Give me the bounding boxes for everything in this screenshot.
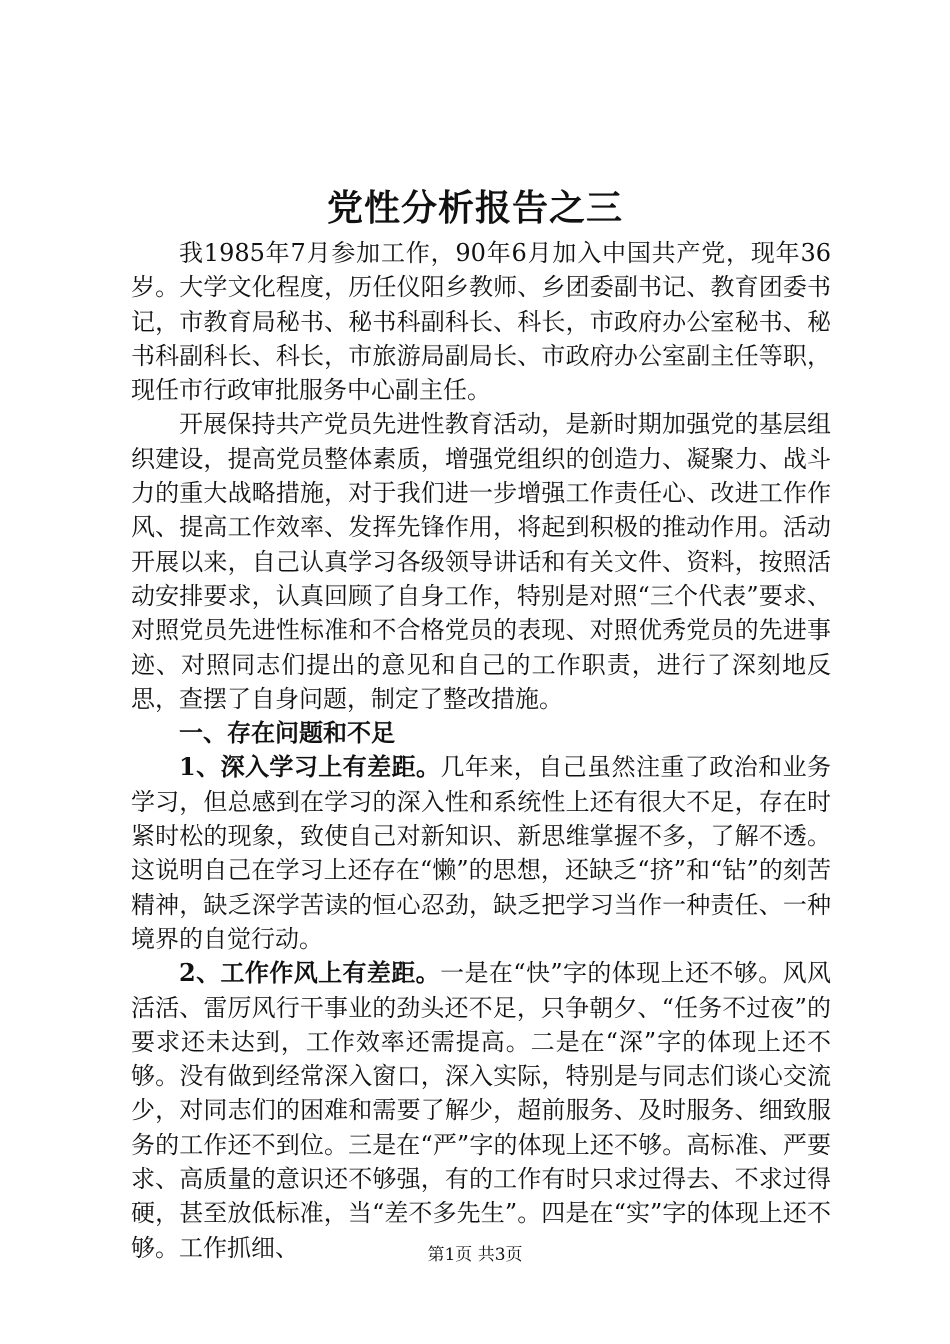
paragraph-study-lead: 1、深入学习上有差距。 xyxy=(179,752,441,782)
document-title: 党性分析报告之三 xyxy=(326,187,623,229)
paragraph-intro: 我1985年7月参加工作，90年6月加入中国共产党，现年36岁。大学文化程度，历任仪阳乡教师、乡团委副书记、教育团委书记，市教育局秘书、秘书科副科长、科长，市政府办公室秘书、秘书科副科长、科长，市旅游局副局长、市政府办公室副主任等职，现任市行政审批服务中心副主任。 xyxy=(131,239,831,405)
section-heading: 一、存在问题和不足 xyxy=(179,718,395,748)
paragraph-activity: 开展保持共产党员先进性教育活动，是新时期加强党的基层组织建设，提高党员整体素质，增强党组织的创造力、凝聚力、战斗力的重大战略措施，对于我们进一步增强工作责任心、改进工作作风、提高工作效率、发挥先锋作用，将起到积极的推动作用。活动开展以来，自己认真学习各级领导讲话和有关文件、资料，按照活动安排要求，认真回顾了自身工作，特别是对照“三个代表”要求、对照党员先进性标准和不合格党员的表现、对照优秀党员的先进事迹、对照同志们提出的意见和自己的工作职责，进行了深刻地反思，查摆了自身问题，制定了整改措施。 xyxy=(131,410,831,713)
document-body xyxy=(131,236,831,1265)
page-footer: 第1页 共3页 xyxy=(427,1245,523,1265)
paragraph-study xyxy=(131,750,831,956)
paragraph-workstyle-text: 一是在“快”字的体现上还不够。风风活活、雷厉风行干事业的劲头还不足，只争朝夕、“任务不过夜”的要求还未达到，工作效率还需提高。二是在“深”字的体现上还不够。没有做到经常深入窗口，深入实际，特别是与同志们谈心交流少，对同志们的困难和需要了解少，超前服务、及时服务、细致服务的工作还不到位。三是在“严”字的体现上还不够。高标准、严要求、高质量的意识还不够强，有的工作有时只求过得去、不求过得硬，甚至放低标准，当“差不多先生”。四是在“实”字的体现上还不够。工作抓细、 xyxy=(131,959,831,1262)
paragraph-workstyle xyxy=(131,956,831,1265)
paragraph-study-text: 几年来，自己虽然注重了政治和业务学习，但总感到在学习的深入性和系统性上还有很大不足，存在时紧时松的现象，致使自己对新知识、新思维掌握不多，了解不透。这说明自己在学习上还存在“懒”的思想，还缺乏“挤”和“钻”的刻苦精神，缺乏深学苦读的恒心忍劲，缺乏把学习当作一种责任、一种境界的自觉行动。 xyxy=(131,753,832,953)
paragraph-workstyle-lead: 2、工作作风上有差距。 xyxy=(179,958,441,988)
